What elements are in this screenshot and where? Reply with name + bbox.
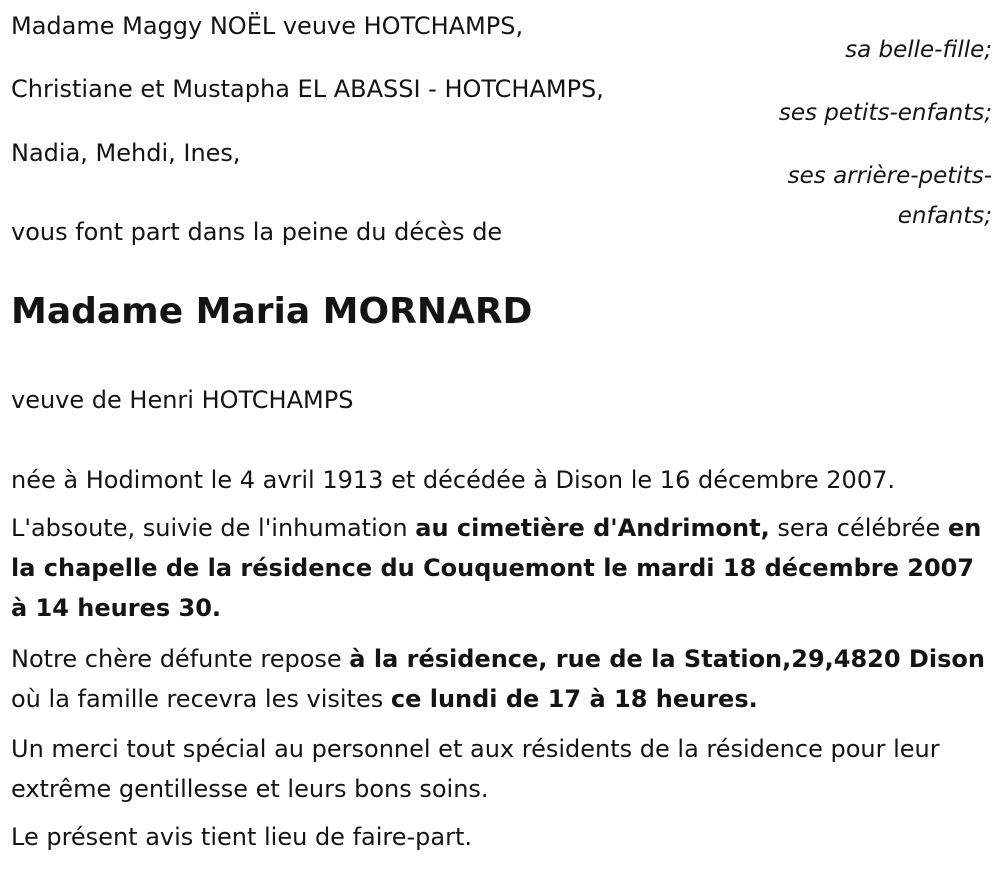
relation-daughter-in-law: sa belle-fille; [845, 37, 992, 63]
ceremony-text-2: sera célébrée [769, 514, 948, 542]
widow-of: veuve de Henri HOTCHAMPS [11, 386, 354, 414]
family-line-grandchildren: Christiane et Mustapha EL ABASSI - HOTCHAMPS, [11, 75, 604, 103]
relation-grandchildren: ses petits-enfants; [778, 100, 992, 126]
thanks-paragraph: Un merci tout spécial au personnel et aux résidents de la résidence pour leur extrême gentillesse et leurs bons soins. [11, 735, 940, 803]
visitation-time: ce lundi de 17 à 18 heures. [390, 685, 758, 713]
ceremony-text-1: L'absoute, suivie de l'inhumation [11, 514, 416, 542]
visitation-text-2: où la famille recevra les visites [11, 685, 391, 713]
visitation-paragraph [11, 639, 991, 719]
birth-death-dates: née à Hodimont le 4 avril 1913 et décédée à Dison le 16 décembre 2007. [11, 466, 895, 494]
relation-great-grandchildren: ses arrière-petits-enfants; [787, 163, 992, 229]
family-line-daughter-in-law: Madame Maggy NOËL veuve HOTCHAMPS, [11, 12, 524, 40]
visitation-place: à la résidence, rue de la Station,29,4820 Dison [349, 645, 985, 673]
closing-note: Le présent avis tient lieu de faire-part. [11, 823, 473, 851]
ceremony-place: au cimetière d'Andrimont, [415, 514, 770, 542]
family-line-great-grandchildren: Nadia, Mehdi, Ines, [11, 139, 241, 167]
ceremony-date-time: en la chapelle de la résidence du Couquemont le mardi 18 décembre 2007 à 14 heures 30. [11, 514, 982, 622]
visitation-text-1: Notre chère défunte repose [11, 645, 350, 673]
announcement-text: vous font part dans la peine du décès de [11, 218, 503, 246]
ceremony-paragraph [11, 508, 991, 628]
deceased-name: Madame Maria MORNARD [11, 291, 533, 332]
